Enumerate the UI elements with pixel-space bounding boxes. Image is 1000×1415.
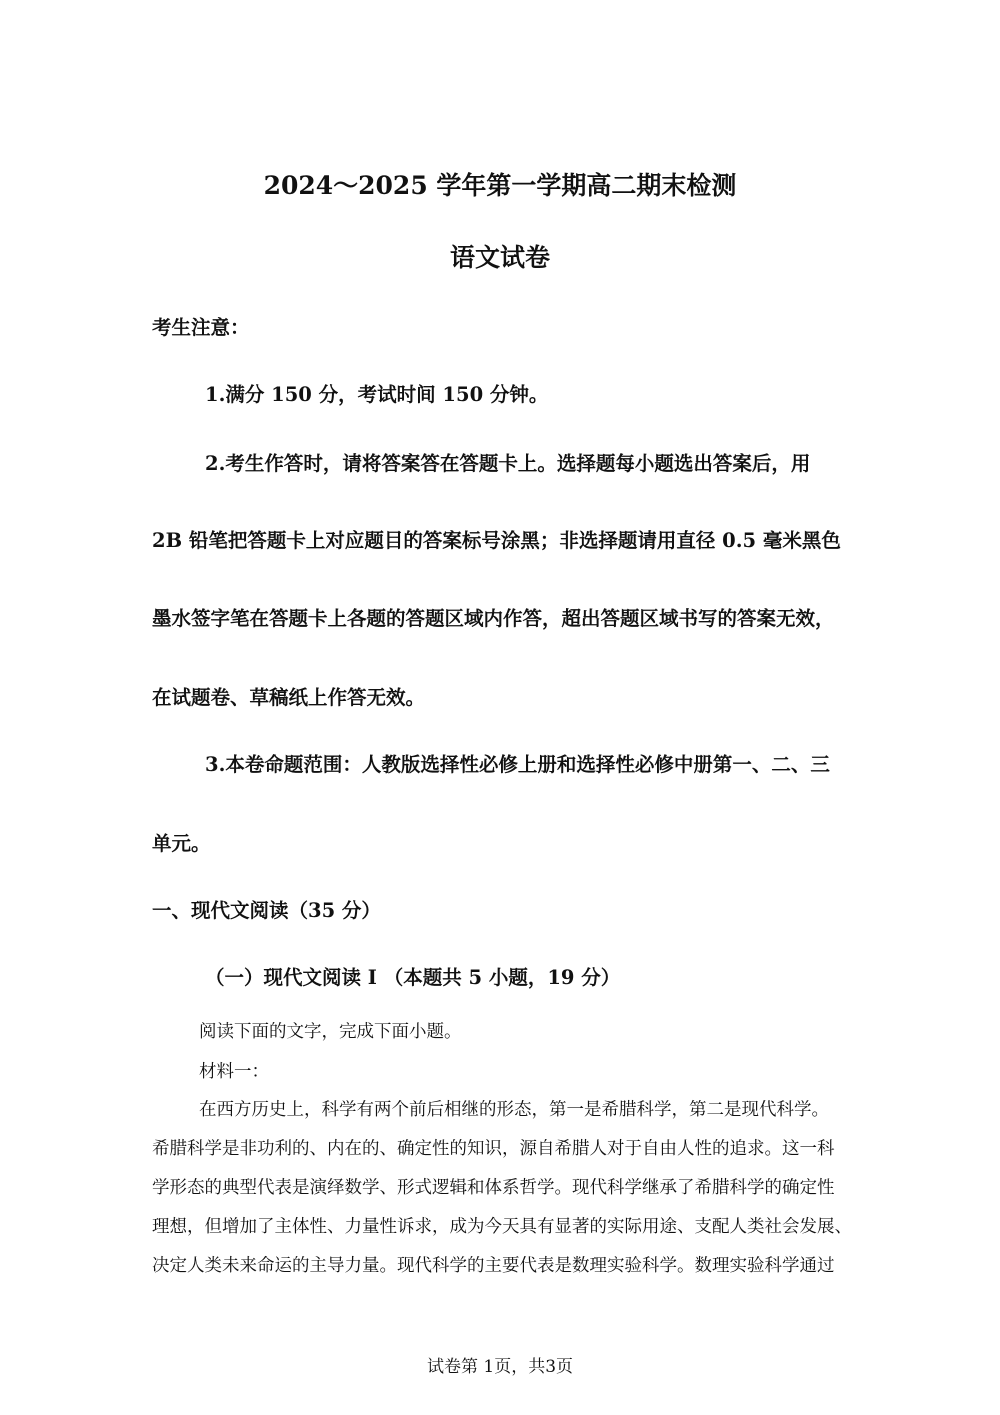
subsection-heading: （一）现代文阅读 I （本题共 5 小题，19 分） [205,966,621,989]
exam-title: 2024～2025 学年第一学期高二期末检测 [263,171,737,200]
notice-item-2-line-2: 2B 铅笔把答题卡上对应题目的答案标号涂黑；非选择题请用直径 0.5 毫米黑色 [152,529,841,552]
page-footer: 试卷第 1页，共3页 [426,1357,574,1377]
notice-item-3-line-1: 3.本卷命题范围：人教版选择性必修上册和选择性必修中册第一、二、三 [205,753,830,776]
section-heading: 一、现代文阅读（35 分） [152,899,381,922]
notice-heading: 考生注意： [152,316,250,339]
notice-item-3-line-2: 单元。 [152,832,211,855]
passage-line: 学形态的典型代表是演绎数学、形式逻辑和体系哲学。现代科学继承了希腊科学的确定性 [152,1178,835,1198]
passage-line: 在西方历史上，科学有两个前后相继的形态，第一是希腊科学，第二是现代科学。 [199,1100,829,1120]
passage-line: 希腊科学是非功利的、内在的、确定性的知识，源自希腊人对于自由人性的追求。这一科 [152,1139,835,1159]
passage-line: 决定人类未来命运的主导力量。现代科学的主要代表是数理实验科学。数理实验科学通过 [152,1256,835,1276]
notice-item-2-line-3: 墨水签字笔在答题卡上各题的答题区域内作答，超出答题区域书写的答案无效， [152,607,835,630]
reading-instruction: 阅读下面的文字，完成下面小题。 [199,1022,462,1042]
notice-item-2-line-4: 在试题卷、草稿纸上作答无效。 [152,686,426,709]
exam-subtitle: 语文试卷 [449,243,550,272]
notice-item-1: 1.满分 150 分，考试时间 150 分钟。 [205,383,549,406]
material-label: 材料一： [199,1062,269,1082]
notice-item-2-line-1: 2.考生作答时，请将答案答在答题卡上。选择题每小题选出答案后，用 [205,452,811,475]
passage-line: 理想，但增加了主体性、力量性诉求，成为今天具有显著的实际用途、支配人类社会发展、 [152,1217,852,1237]
